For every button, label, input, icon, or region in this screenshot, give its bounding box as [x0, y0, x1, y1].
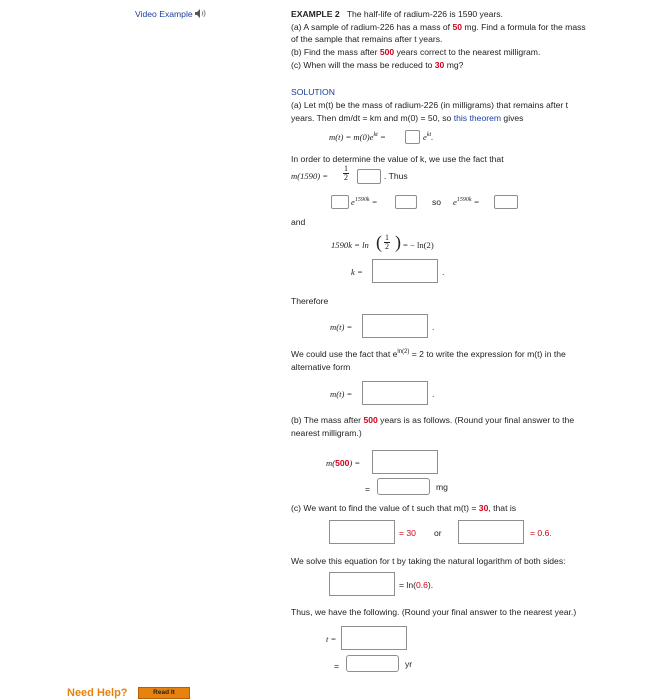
example-part-a-line2: of the sample that remains after t years. [291, 34, 443, 44]
eq1-lhs: $m(t) = m(0)e^{kt}$ = [329, 132, 386, 142]
example-part-c [291, 60, 463, 70]
exp-term-2-base: e [453, 197, 457, 207]
ln-fraction [384, 234, 390, 251]
exp-term-2-exp: 1590k [456, 197, 472, 204]
ln-frac-num: 1 [385, 233, 389, 242]
mt-period-2: . [432, 389, 435, 399]
mt-period-1: . [432, 322, 435, 332]
eq30-label: = 30 [399, 528, 416, 538]
ln06-label [399, 580, 433, 590]
solution-c-post: , that is [488, 503, 517, 513]
solution-heading: SOLUTION [291, 87, 335, 97]
ln-rhs: = − ln(2) [403, 240, 434, 250]
example-part-b [291, 47, 540, 57]
example-c-text-end: mg? [446, 60, 464, 70]
and-label: and [291, 217, 306, 227]
example-c-text: (c) When will the mass be reduced to [291, 60, 433, 70]
alt-text1-post: = 2 to write the expression for m(t) in the [411, 349, 566, 359]
exp-term-2: $e^{1590k}$ = [453, 197, 480, 207]
solution-a-text2 [291, 113, 523, 123]
solution-b-text2: nearest milligram.) [291, 428, 362, 438]
m500-pre: m( [326, 458, 336, 468]
half-fraction [343, 165, 349, 182]
solution-c-text [291, 503, 516, 513]
example-a-text-end: mg. Find a formula for the mass [464, 22, 586, 32]
ln-input[interactable] [329, 572, 395, 596]
exp-coef-input[interactable] [331, 195, 349, 209]
m500-label [326, 458, 360, 468]
speaker-icon [195, 9, 207, 20]
so-label: so [432, 197, 442, 207]
alt-text2: alternative form [291, 362, 351, 372]
thus-text: Thus, we have the following. (Round your final answer to the nearest year.) [291, 607, 577, 617]
m1590-input[interactable] [357, 169, 381, 184]
example-b-text: (b) Find the mass after [291, 47, 378, 57]
half-denominator: 2 [344, 173, 348, 182]
solution-c-pre: (c) We want to find the value of t such that m(t) = [291, 503, 477, 513]
video-example-link[interactable] [135, 9, 207, 20]
need-help-label: Need Help? [67, 687, 128, 699]
exp-term-1-exp: 1590k [354, 197, 370, 204]
mass-answer-input[interactable] [377, 478, 430, 495]
ln-frac-den: 2 [385, 242, 389, 251]
ln-lhs: 1590k = ln [331, 240, 369, 250]
m1590-lhs: m(1590) = [291, 171, 329, 181]
solution-a-text2-pre: years. Then dm/dt = km and m(0) = 50, so [291, 113, 452, 123]
yr-unit: yr [405, 659, 413, 669]
example-intro: The half-life of radium-226 is 1590 years. [346, 9, 503, 19]
eq30-input[interactable] [329, 520, 395, 544]
ln06-pre: = ln( [399, 580, 416, 590]
eq1-after-exp: kt [426, 132, 432, 139]
therefore-label: Therefore [291, 296, 329, 306]
ln-close-paren: ) [395, 232, 401, 252]
eq06-input[interactable] [458, 520, 524, 544]
eq06-label: = 0.6. [530, 528, 552, 538]
exp-rhs-input[interactable] [395, 195, 417, 209]
solution-b-years: 500 [363, 415, 378, 425]
eq1-lhs-exp: kt [373, 132, 378, 139]
solution-b-pre: (b) The mass after [291, 415, 362, 425]
alt-text1-pre: We could use the fact that e [291, 349, 398, 359]
eq1-coefficient-input[interactable] [405, 130, 420, 144]
or-label: or [434, 528, 442, 538]
t-input[interactable] [341, 626, 407, 650]
exp-term-1-base: e [351, 197, 355, 207]
eq1-after-base: e [423, 132, 427, 142]
example-a-mass: 50 [452, 22, 463, 32]
ln-open-paren: ( [376, 232, 382, 252]
m500-post: ) = [349, 458, 361, 468]
determine-k-text: In order to determine the value of k, we use the fact that [291, 154, 504, 164]
e1590k-input[interactable] [494, 195, 518, 209]
example-b-years: 500 [379, 47, 395, 57]
k-period: . [442, 267, 445, 277]
mg-unit: mg [436, 482, 448, 492]
solution-b-post: years is as follows. (Round your final answer to the [380, 415, 575, 425]
ln06-val: 0.6 [415, 580, 428, 590]
mt-label-1: m(t) = [330, 322, 353, 332]
example-b-text-end: years correct to the nearest milligram. [396, 47, 541, 57]
example-part-a-line1 [291, 22, 586, 32]
mt-input-2[interactable] [362, 381, 428, 405]
example-c-mass: 30 [434, 60, 445, 70]
theorem-link[interactable]: this theorem [453, 113, 502, 123]
solution-a-text2-post: gives [503, 113, 524, 123]
m500-input[interactable] [372, 450, 438, 474]
mass-eq-sign: = [365, 484, 371, 494]
video-example-label: Video Example [135, 9, 193, 19]
k-input[interactable] [372, 259, 438, 283]
m500-val: 500 [335, 458, 350, 468]
thus-label: . Thus [384, 171, 408, 181]
ln-solve-text: We solve this equation for t by taking the natural logarithm of both sides: [291, 556, 566, 566]
eq1-after: $e^{kt}$. [423, 132, 434, 142]
example-intro-line [291, 9, 503, 19]
ln06-post: ). [427, 580, 434, 590]
alt-exp: ln(2) [397, 349, 410, 356]
k-label: k = [351, 267, 363, 277]
alt-text1 [291, 349, 566, 359]
read-it-button[interactable]: Read It [138, 687, 190, 699]
yr-eq-sign: = [334, 661, 340, 671]
example-heading: EXAMPLE 2 [291, 9, 340, 19]
mt-label-2: m(t) = [330, 389, 353, 399]
eq1-lhs-text: m(t) = m(0)e [329, 132, 374, 142]
t-label: t = [326, 634, 337, 644]
years-answer-input[interactable] [346, 655, 399, 672]
half-numerator: 1 [344, 164, 348, 173]
solution-b-text1 [291, 415, 574, 425]
example-a-text: (a) A sample of radium-226 has a mass of [291, 22, 451, 32]
solution-a-text1: (a) Let m(t) be the mass of radium-226 (in milligrams) that remains after t [291, 100, 568, 110]
solution-c-val: 30 [478, 503, 489, 513]
exp-term-1: $e^{1590k}$ = [351, 197, 378, 207]
mt-input-1[interactable] [362, 314, 428, 338]
